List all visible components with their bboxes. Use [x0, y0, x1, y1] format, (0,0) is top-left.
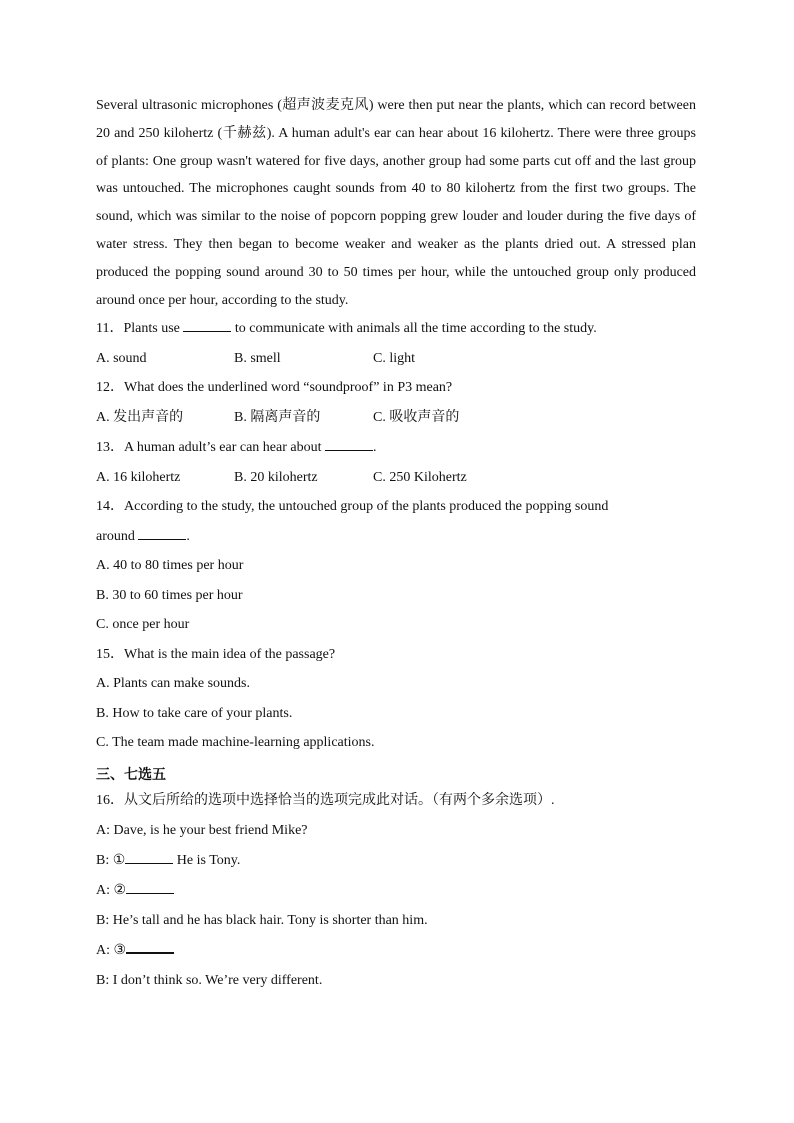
question-12 — [96, 373, 696, 433]
question-11 — [96, 314, 696, 373]
q13-option-c[interactable]: C. 250 Kilohertz — [373, 469, 467, 485]
q12-stem: 12．What does the underlined word “soundproof” in P3 mean? — [96, 380, 453, 396]
q12-option-c[interactable]: C. 吸收声音的 — [373, 409, 460, 425]
q14-stem-line1: 14．According to the study, the untouched group of the plants produced the popping sound — [96, 499, 609, 515]
reading-passage: Several ultrasonic microphones (超声波麦克风) were then put near the plants, which can record between 20 and 250 kilohertz (千赫兹). A human adult's ear can hear about 16 kilohertz. There were three groups of plants: One group wasn't watered for five days, another group had some parts cut off and the last group was untouched. The microphones caught sounds from 40 to 80 kilohertz from the first two groups. The sound, which was similar to the noise of popcorn popping grew louder and louder during the five days of water stress. They then began to become weaker and weaker as the plants dried out. A stressed plan produced the popping sound around 30 to 50 times per hour, while the untouched group only produced around once per hour, according to the study. — [96, 98, 696, 308]
question-13 — [96, 433, 696, 492]
q11-stem-start: 11．Plants use — [96, 321, 184, 337]
q14-option-b[interactable]: B. 30 to 60 times per hour — [96, 587, 243, 603]
q11-option-c[interactable]: C. light — [373, 350, 416, 366]
q11-option-a[interactable]: A. sound — [96, 350, 147, 366]
question-15 — [96, 640, 696, 758]
q14-answer-blank[interactable] — [138, 527, 186, 540]
blank-2[interactable] — [126, 881, 174, 894]
q12-option-a[interactable]: A. 发出声音的 — [96, 409, 184, 425]
q11-answer-blank[interactable] — [183, 319, 231, 332]
section-heading: 三、七选五 — [96, 766, 166, 783]
dialogue-line-2-text: He is Tony. — [173, 852, 241, 868]
q15-option-c[interactable]: C. The team made machine-learning applications. — [96, 735, 375, 751]
q13-answer-blank[interactable] — [325, 438, 373, 451]
q14-option-a[interactable]: A. 40 to 80 times per hour — [96, 558, 244, 574]
dialogue-line-1: A: Dave, is he your best friend Mike? — [96, 822, 308, 838]
q15-stem: 15．What is the main idea of the passage? — [96, 646, 336, 662]
q12-option-b[interactable]: B. 隔离声音的 — [234, 409, 321, 425]
q11-stem-end: to communicate with animals all the time according to the study. — [231, 321, 597, 337]
q15-option-b[interactable]: B. How to take care of your plants. — [96, 705, 293, 721]
q13-option-b[interactable]: B. 20 kilohertz — [234, 469, 318, 485]
blank-3[interactable] — [126, 940, 174, 954]
dialogue-line-6: B: I don’t think so. We’re very different. — [96, 972, 323, 988]
question-14 — [96, 492, 696, 640]
dialogue-line-3-speaker: A: ② — [96, 882, 127, 898]
worksheet-page — [96, 92, 696, 996]
dialogue-line-2-speaker: B: ① — [96, 852, 126, 868]
question-16 — [96, 786, 696, 996]
q14-stem-line2-start: around — [96, 528, 139, 544]
blank-1[interactable] — [125, 851, 173, 864]
q15-option-a[interactable]: A. Plants can make sounds. — [96, 676, 250, 692]
dialogue-line-4: B: He’s tall and he has black hair. Tony is shorter than him. — [96, 912, 428, 928]
q13-stem-end: . — [372, 440, 377, 456]
q14-option-c[interactable]: C. once per hour — [96, 617, 190, 633]
q13-stem-start: 13．A human adult’s ear can hear about — [96, 440, 325, 456]
q14-stem-line2-end: . — [186, 528, 190, 544]
q13-option-a[interactable]: A. 16 kilohertz — [96, 469, 181, 485]
q11-option-b[interactable]: B. smell — [234, 350, 281, 366]
dialogue-line-5-speaker: A: ③ — [96, 942, 127, 958]
q16-stem: 16．从文后所给的选项中选择恰当的选项完成此对话。（有两个多余选项）. — [96, 792, 555, 808]
